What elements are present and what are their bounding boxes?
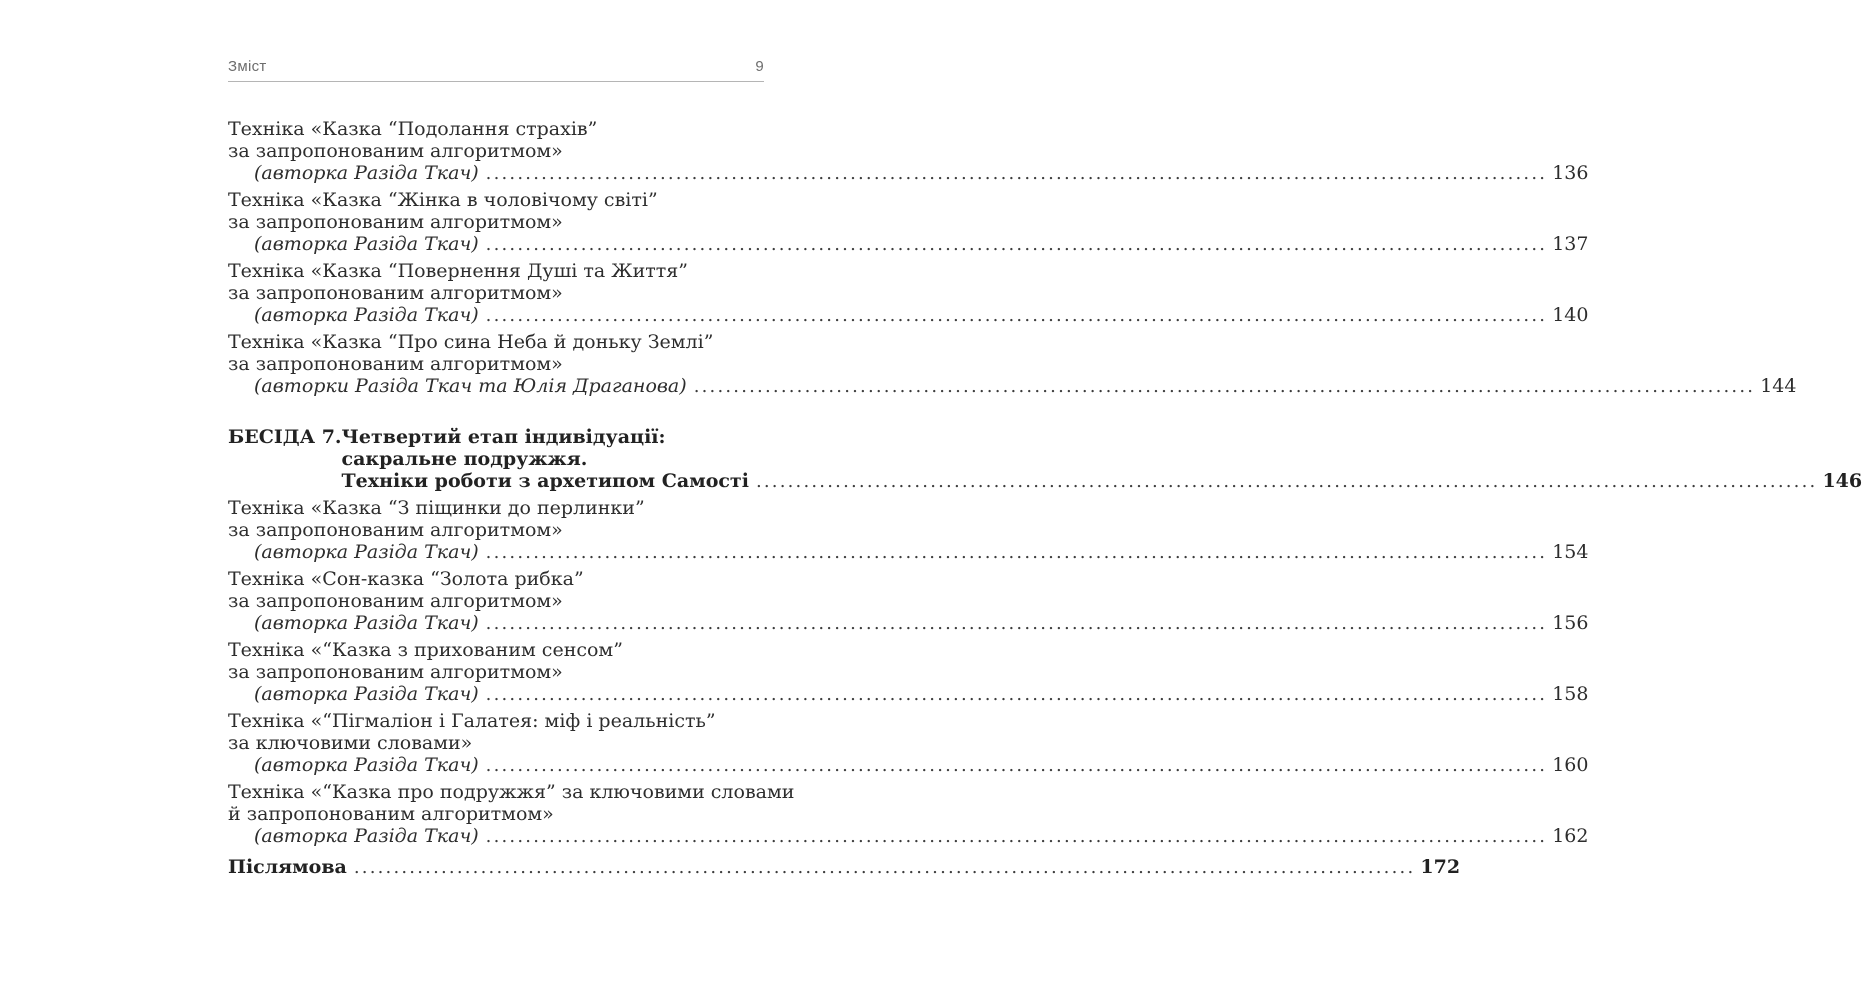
section-title-line: сакральне подружжя. <box>341 448 588 470</box>
toc-entry <box>228 260 1589 327</box>
entry-title-line: за запропонованим алгоритмом» <box>228 353 563 375</box>
toc-entry <box>228 781 1589 848</box>
dot-leader <box>486 304 1548 327</box>
entry-author-row <box>228 233 1589 256</box>
entry-page-number: 160 <box>1552 754 1589 776</box>
section-body <box>342 426 1862 493</box>
dot-leader <box>486 825 1548 848</box>
dot-leader <box>486 162 1548 185</box>
running-header-title: Зміст <box>228 58 267 75</box>
entry-title-line: за запропонованим алгоритмом» <box>228 282 563 304</box>
section-page-number: 146 <box>1822 470 1862 492</box>
entry-page-number: 136 <box>1552 162 1589 184</box>
entry-title-line: Техніка «“Казка про подружжя” за ключовими словами <box>228 781 795 803</box>
entry-title-line: Техніка «“Пігмаліон і Галатея: міф і реальність” <box>228 710 716 732</box>
toc-entry <box>228 639 1589 706</box>
entry-title-line: за запропонованим алгоритмом» <box>228 140 563 162</box>
entry-title-line: Техніка «Казка “Про сина Неба й доньку Землі” <box>228 331 714 353</box>
section-title-line: Техніки роботи з архетипом Самості <box>341 470 749 492</box>
entry-page-number: 137 <box>1552 233 1589 255</box>
entry-title-line: за запропонованим алгоритмом» <box>228 661 563 683</box>
toc-entry <box>228 118 1589 185</box>
entry-author-row <box>228 304 1589 327</box>
toc-entry <box>228 568 1589 635</box>
entry-author-row <box>228 375 1797 398</box>
dot-leader <box>354 856 1416 879</box>
entry-page-number: 156 <box>1552 612 1589 634</box>
dot-leader <box>486 683 1548 706</box>
entry-author: (авторка Разіда Ткач) <box>254 541 479 563</box>
page-number: 9 <box>755 58 764 75</box>
dot-leader <box>756 470 1818 493</box>
section-label: БЕСІДА 7. <box>228 426 342 448</box>
entry-author: (авторка Разіда Ткач) <box>254 304 479 326</box>
entry-author: (авторка Разіда Ткач) <box>254 825 479 847</box>
entry-page-number: 140 <box>1552 304 1589 326</box>
entry-author-row <box>228 541 1589 564</box>
entry-author: (авторки Разіда Ткач та Юлія Драганова) <box>254 375 687 397</box>
toc-list <box>228 118 1862 879</box>
footer-label: Післямова <box>228 856 347 878</box>
dot-leader <box>486 754 1548 777</box>
entry-title-line: Техніка «Сон-казка “Золота рибка” <box>228 568 584 590</box>
entry-title-line: й запропонованим алгоритмом» <box>228 803 554 825</box>
entry-author-row <box>228 162 1589 185</box>
entry-author: (авторка Разіда Ткач) <box>254 612 479 634</box>
entry-title-line: Техніка «Казка “Повернення Душі та Життя” <box>228 260 688 282</box>
dot-leader <box>486 541 1548 564</box>
entry-page-number: 144 <box>1760 375 1797 397</box>
toc-footer-entry <box>228 856 1461 879</box>
running-header <box>228 57 764 82</box>
entry-title-line: Техніка «Казка “З піщинки до перлинки” <box>228 497 645 519</box>
section-title-line: Четвертий етап індивідуації: <box>341 426 666 448</box>
entry-page-number: 158 <box>1552 683 1589 705</box>
entry-title-line: за запропонованим алгоритмом» <box>228 590 563 612</box>
toc-entry <box>228 497 1589 564</box>
toc-entry <box>228 331 1797 398</box>
entry-title-line: за запропонованим алгоритмом» <box>228 519 563 541</box>
dot-leader <box>694 375 1756 398</box>
entry-title-line: Техніка «Казка “Жінка в чоловічому світі” <box>228 189 658 211</box>
entry-title-line: Техніка «Казка “Подолання страхів” <box>228 118 598 140</box>
entry-author: (авторка Разіда Ткач) <box>254 754 479 776</box>
entry-title-line: за ключовими словами» <box>228 732 473 754</box>
entry-author: (авторка Разіда Ткач) <box>254 233 479 255</box>
footer-page-number: 172 <box>1420 856 1461 878</box>
entry-author-row <box>228 612 1589 635</box>
toc-entry <box>228 189 1589 256</box>
entry-title-line: за запропонованим алгоритмом» <box>228 211 563 233</box>
section-heading <box>228 426 1862 493</box>
section-title-row <box>342 470 1862 493</box>
dot-leader <box>486 612 1548 635</box>
entry-page-number: 154 <box>1552 541 1589 563</box>
toc-entry <box>228 710 1589 777</box>
entry-author-row <box>228 754 1589 777</box>
entry-author-row <box>228 683 1589 706</box>
dot-leader <box>486 233 1548 256</box>
toc-content <box>228 57 1862 879</box>
entry-author: (авторка Разіда Ткач) <box>254 162 479 184</box>
entry-page-number: 162 <box>1552 825 1589 847</box>
entry-title-line: Техніка «“Казка з прихованим сенсом” <box>228 639 623 661</box>
entry-author-row <box>228 825 1589 848</box>
entry-author: (авторка Разіда Ткач) <box>254 683 479 705</box>
